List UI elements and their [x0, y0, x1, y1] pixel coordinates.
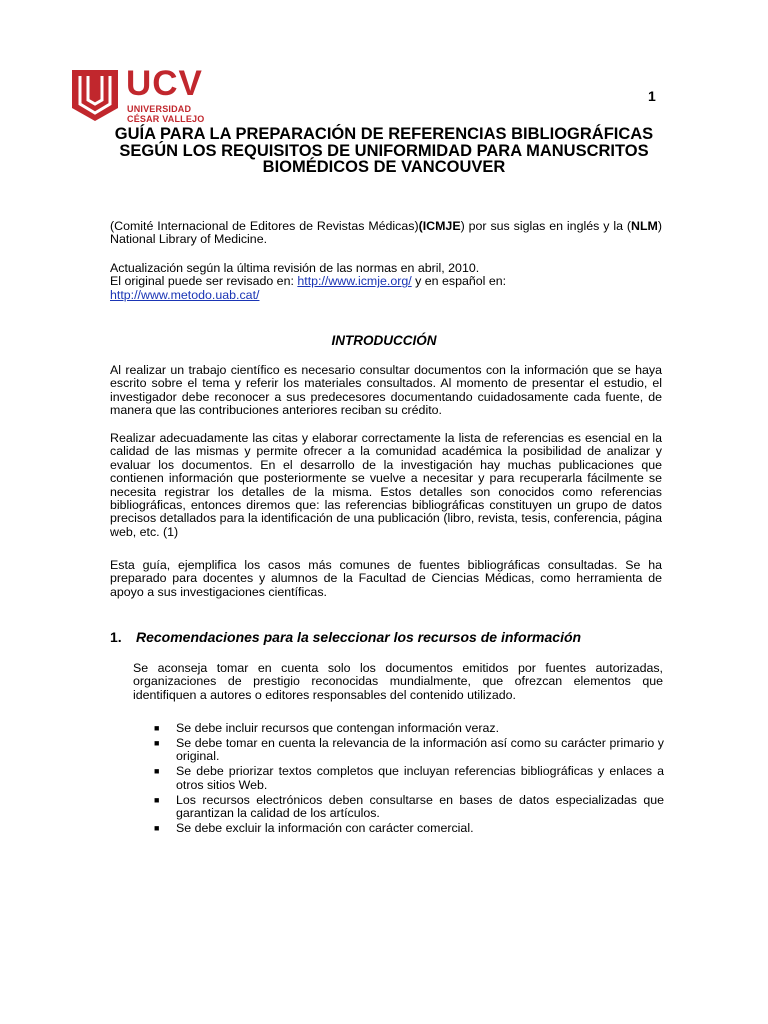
nlm-abbr: NLM [631, 219, 658, 233]
update-line: Actualización según la última revisión de las normas en abril, 2010. [110, 261, 480, 275]
committee-text-3: ) National Library of Medicine. [110, 219, 662, 247]
document-title: GUÍA PARA LA PREPARACIÓN DE REFERENCIAS BIBLIOGRÁFICAS SEGÚN LOS REQUISITOS DE UNIFORMIDAD PARA MANUSCRITOS BIOMÉDICOS DE VANCOUVER [114, 125, 654, 176]
bullet-icon: ■ [154, 737, 160, 748]
committee-text-2: ) por sus siglas en inglés y la ( [460, 219, 632, 233]
section-title: Recomendaciones para la seleccionar los recursos de información [136, 629, 582, 645]
intro-p2: Realizar adecuadamente las citas y elaborar correctamente la lista de referencias es esencial en la calidad de las mismas y permite ofrecer a la comunidad académica la posibilidad de analizar y evaluar los documentos. En el desarrollo de la investigación hay muchas publicaciones que contienen información que posteriormente se vuelve a necesitar y para recuperarla fácilmente se necesita registrar los detalles de la misma. Estos detalles son conocidos como referencias bibliográficas, entonces diremos que: las referencias bibliográficas constituyen un grupo de datos precisos detallados para la identificación de una publicación (libro, revista, tesis, conferencia, página web, etc. (1) [110, 431, 662, 539]
section-1-text: Se aconseja tomar en cuenta solo los documentos emitidos por fuentes autorizadas, organizaciones de prestigio reconocidas mundialmente, que ofrezcan elementos que identifiquen a autores o editores responsables del contenido utilizado. [133, 661, 663, 702]
intro-paragraph-3 [110, 559, 662, 599]
bullet-icon: ■ [154, 766, 160, 777]
list-item-text: Los recursos electrónicos deben consultarse en bases de datos especializadas que garantizan la calidad de los artículos. [176, 792, 664, 820]
bullet-icon: ■ [154, 822, 160, 833]
committee-note [110, 220, 662, 247]
logo-line-cesar-vallejo: CÉSAR VALLEJO [127, 114, 205, 124]
section-number: 1. [110, 629, 122, 645]
list-item-text: Se debe priorizar textos completos que incluyan referencias bibliográficas y enlaces a otros sitios Web. [176, 764, 664, 792]
list-item-text: Se debe excluir la información con carácter comercial. [176, 820, 474, 835]
spanish-text: y en español en: [411, 274, 507, 289]
icmje-link[interactable]: http://www.icmje.org/ [297, 274, 412, 289]
intro-heading: INTRODUCCIÓN [331, 333, 437, 348]
intro-paragraph-1 [110, 364, 662, 418]
list-item [154, 765, 664, 792]
intro-p3: Esta guía, ejemplifica los casos más comunes de fuentes bibliográficas consultadas. Se ha preparado para docentes y alumnos de la Facultad de Ciencias Médicas, como herramienta de apoyo a sus investigaciones científicas. [110, 558, 662, 599]
recommendations-list [154, 722, 664, 837]
list-item [154, 722, 664, 735]
intro-p1: Al realizar un trabajo científico es necesario consultar documentos con la información que se haya escrito sobre el tema y referir los materiales consultados. Al momento de presentar el estudio, el investigador debe reconocer a sus predecesores documentando cuidadosamente cada fuente, de manera que las contribuciones anteriores reciban su crédito. [110, 363, 662, 418]
list-item-text: Se debe tomar en cuenta la relevancia de la información así como su carácter primario y original. [176, 735, 664, 764]
section-1-heading [110, 629, 581, 645]
logo-wordmark: UCV [126, 64, 203, 103]
bullet-icon: ■ [154, 794, 160, 805]
logo-line-universidad: UNIVERSIDAD [127, 104, 192, 114]
page-number: 1 [648, 88, 656, 104]
list-item [154, 822, 664, 835]
ucv-shield-icon [70, 68, 120, 122]
bullet-icon: ■ [154, 723, 160, 733]
committee-text: (Comité Internacional de Editores de Revistas Médicas) [110, 219, 419, 233]
icmje-abbr: (ICMJE [418, 219, 461, 233]
list-item [154, 794, 664, 821]
list-item-text: Se debe incluir recursos que contengan información veraz. [176, 721, 500, 735]
metodo-link[interactable]: http://www.metodo.uab.cat/ [110, 287, 260, 302]
intro-paragraph-2 [110, 432, 662, 539]
update-note [110, 262, 662, 302]
list-item [154, 737, 664, 764]
ucv-logo [70, 64, 210, 124]
original-text: El original puede ser revisado en: [110, 274, 298, 289]
section-1-paragraph [133, 662, 663, 702]
